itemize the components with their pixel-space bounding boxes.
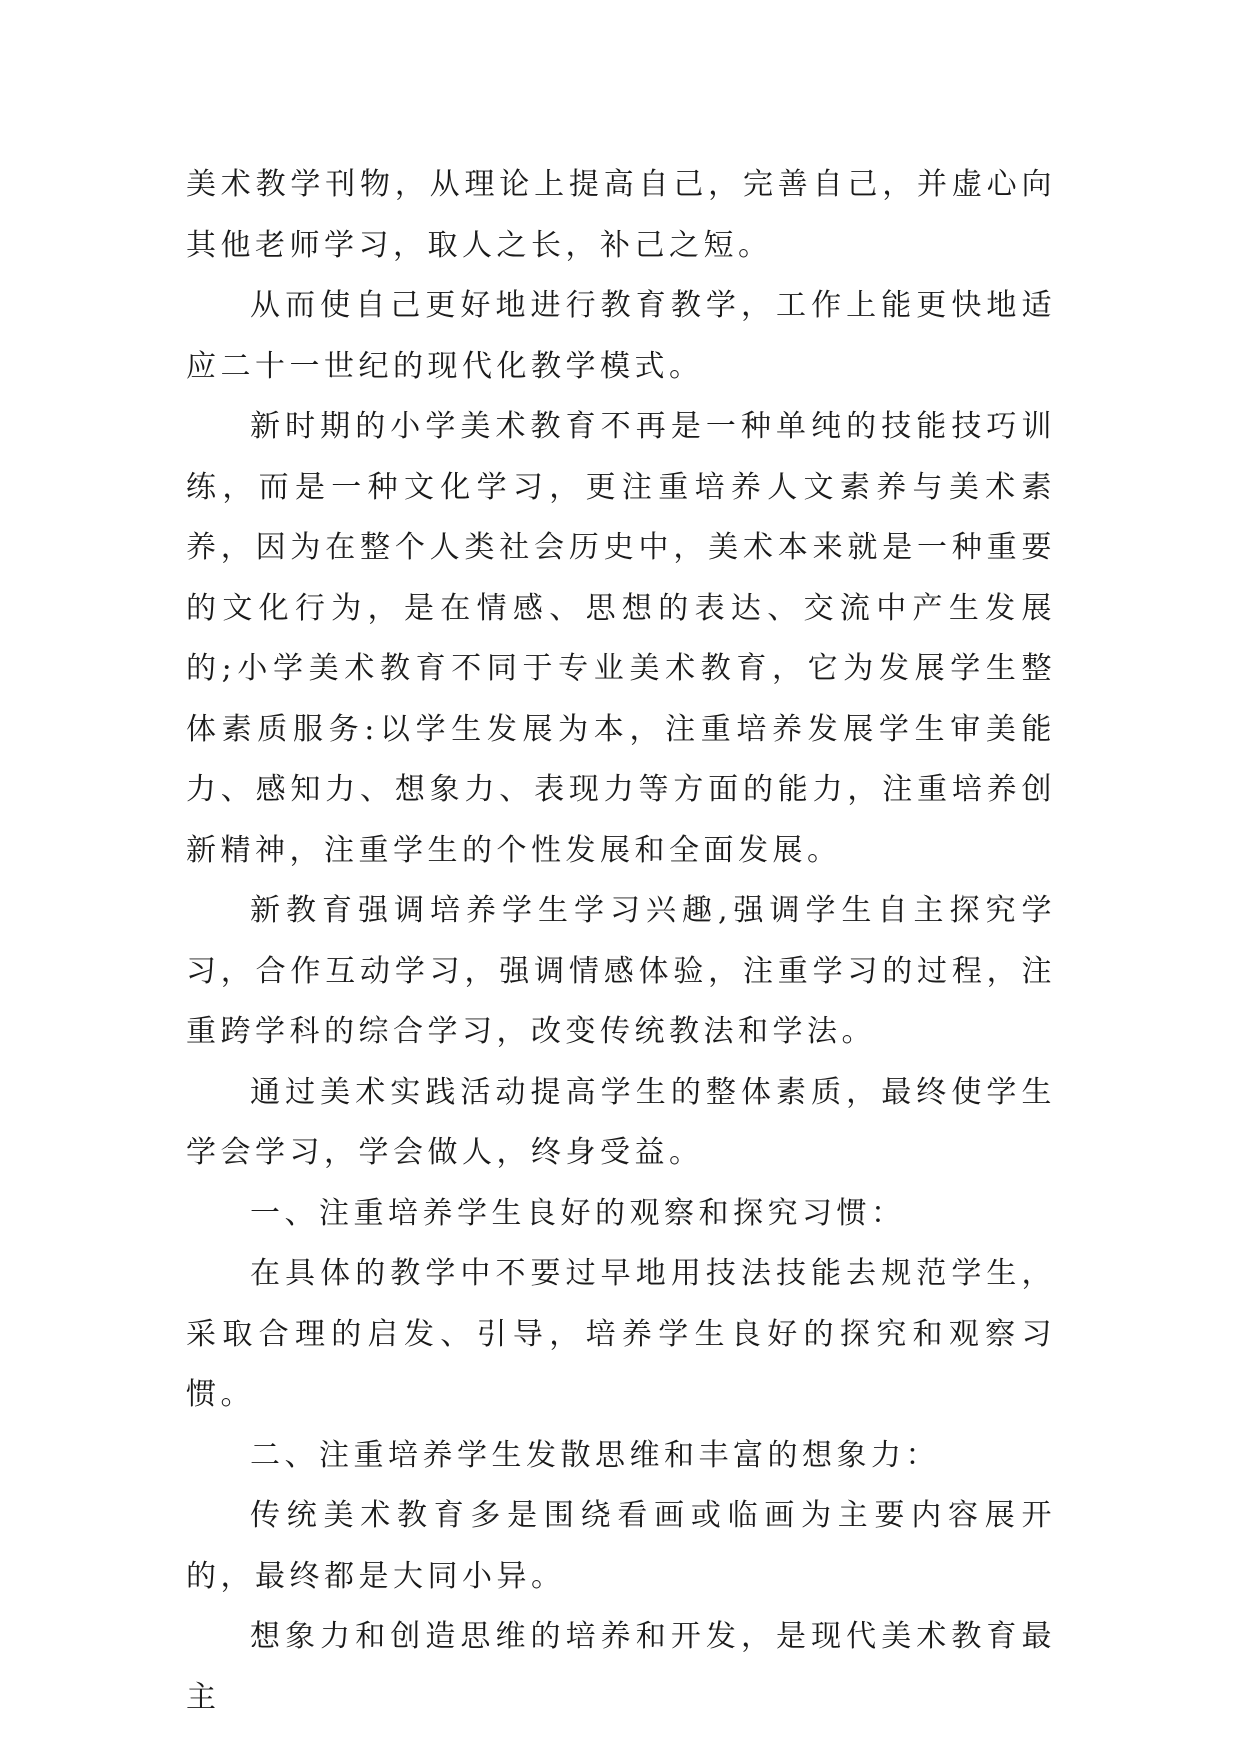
section-heading-1: 一、注重培养学生良好的观察和探究习惯： — [250, 1195, 906, 1231]
section-heading-2: 二、注重培养学生发散思维和丰富的想象力： — [250, 1437, 940, 1473]
paragraph-2: 从而使自己更好地进行教育教学，工作上能更快地适应二十一世纪的现代化教学模式。 — [186, 288, 1056, 384]
paragraph-6: 在具体的教学中不要过早地用技法技能去规范学生，采取合理的启发、引导，培养学生良好的探究和观察习惯。 — [186, 1256, 1056, 1412]
document-body — [186, 155, 1056, 1728]
paragraph-8: 想象力和创造思维的培养和开发，是现代美术教育最主 — [186, 1619, 1056, 1715]
paragraph-5: 通过美术实践活动提高学生的整体素质，最终使学生学会学习，学会做人，终身受益。 — [186, 1074, 1056, 1170]
paragraph-7: 传统美术教育多是围绕看画或临画为主要内容展开的，最终都是大同小异。 — [186, 1498, 1056, 1594]
paragraph-1: 美术教学刊物，从理论上提高自己，完善自己，并虚心向其他老师学习，取人之长，补己之短。 — [186, 167, 1056, 263]
paragraph-3: 新时期的小学美术教育不再是一种单纯的技能技巧训练，而是一种文化学习，更注重培养人文素养与美术素养，因为在整个人类社会历史中，美术本来就是一种重要的文化行为，是在情感、思想的表达、交流中产生发展的;小学美术教育不同于专业美术教育，它为发展学生整体素质服务:以学生发展为本，注重培养发展学生审美能力、感知力、想象力、表现力等方面的能力，注重培养创新精神，注重学生的个性发展和全面发展。 — [186, 409, 1056, 868]
paragraph-4: 新教育强调培养学生学习兴趣,强调学生自主探究学习，合作互动学习，强调情感体验，注重学习的过程，注重跨学科的综合学习，改变传统教法和学法。 — [186, 893, 1056, 1049]
